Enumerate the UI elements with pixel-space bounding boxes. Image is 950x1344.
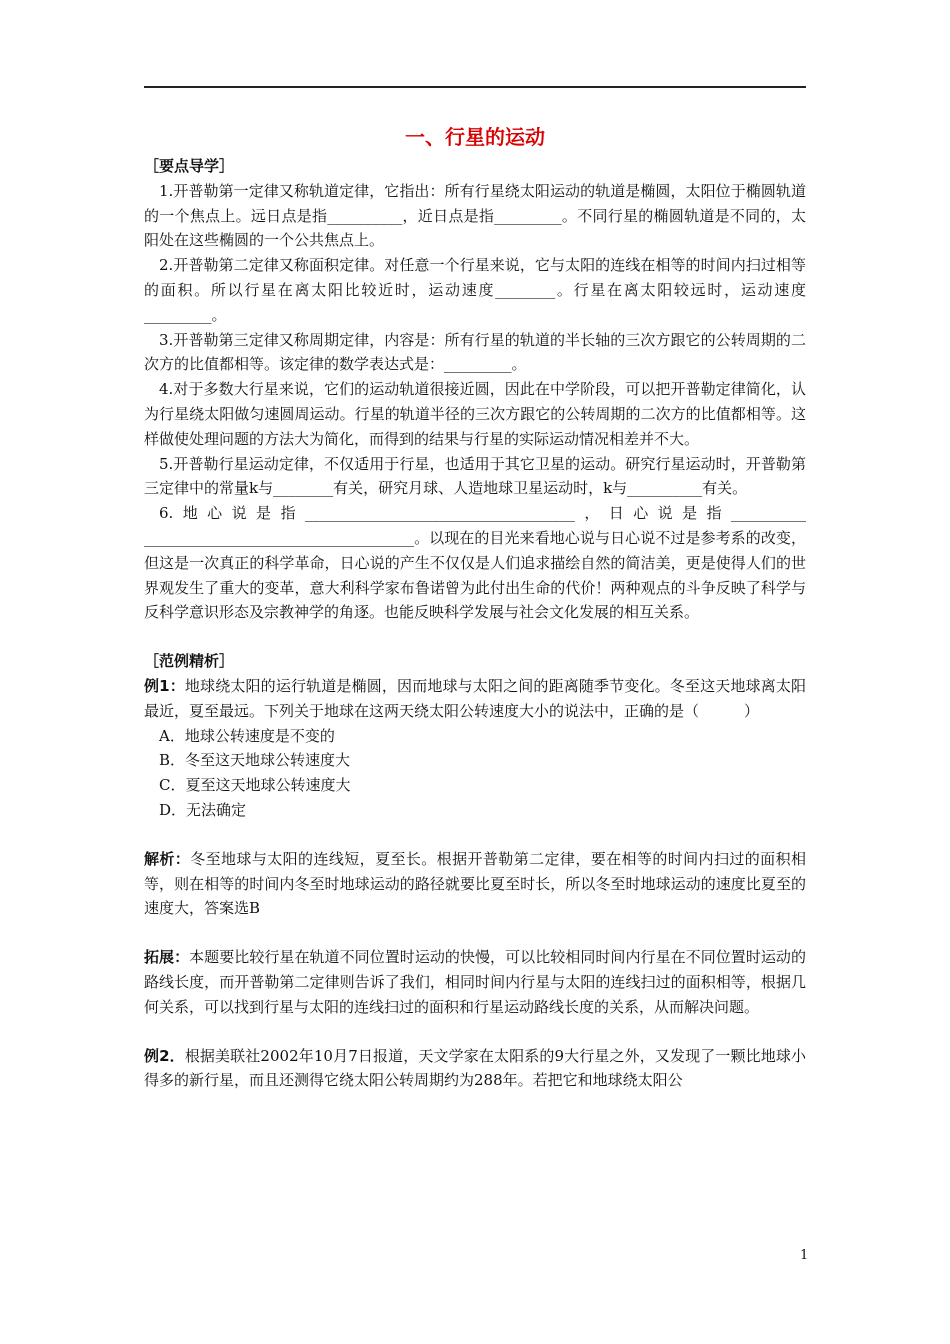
analysis-label: 解析： <box>144 849 191 868</box>
option-d: D．无法确定 <box>159 800 247 819</box>
header-rule <box>144 86 806 88</box>
example-1-label: 例1： <box>144 676 185 695</box>
key-point-6: 6.地心说是指____________________________________，日心说是指__________ ____________________________________。以现在的目光来看地心说与日心说不过是参考系的改变，但这是一次真正的科学革命，日心说的产生不仅仅是人们追求描绘自然的简洁美，更是使得人们的世界观发生了重大的变革，意大利科学家布鲁诺曾为此付出生命的代价！两种观点的斗争反映了科学与反科学意识形态及宗教神学的角逐。也能反映科学发展与社会文化发展的相互关系。 <box>144 504 806 622</box>
example-2 <box>144 1044 806 1094</box>
example-2-text: 根据美联社2002年10月7日报道，天文学家在太阳系的9大行星之外，又发现了一颗比地球小得多的新行星，而且还测得它绕太阳公转周期约为288年。若把它和地球绕太阳公 <box>144 1046 806 1090</box>
option-c: C．夏至这天地球公转速度大 <box>159 776 351 795</box>
key-point-3: 3.开普勒第三定律又称周期定律，内容是：所有行星的轨道的半长轴的三次方跟它的公转周期的二次方的比值都相等。该定律的数学表达式是：_________。 <box>144 330 806 374</box>
extension <box>144 945 806 1019</box>
analysis <box>144 847 806 921</box>
option-b: B．冬至这天地球公转速度大 <box>159 751 351 770</box>
key-point-2: 2.开普勒第二定律又称面积定律。对任意一个行星来说，它与太阳的连线在相等的时间内扫过相等的面积。所以行星在离太阳比较近时，运动速度________。行星在离太阳较远时，运动速度_________。 <box>144 256 806 324</box>
example-2-label: 例2． <box>144 1046 185 1065</box>
example-1 <box>144 674 806 724</box>
example-1-text: 地球绕太阳的运行轨道是椭圆，因而地球与太阳之间的距离随季节变化。冬至这天地球离太阳最近，夏至最远。下列关于地球在这两天绕太阳公转速度大小的说法中，正确的是（ ） <box>144 676 807 720</box>
key-point-1: 1.开普勒第一定律又称轨道定律，它指出：所有行星绕太阳运动的轨道是椭圆，太阳位于椭圆轨道的一个焦点上。远日点是指__________，近日点是指_________。不同行星的椭圆轨道是不同的，太阳处在这些椭圆的一个公共焦点上。 <box>144 181 806 250</box>
option-a: A．地球公转速度是不变的 <box>159 726 335 745</box>
page-number: 1 <box>800 1248 809 1263</box>
key-point-4: 4.对于多数大行星来说，它们的运动轨道很接近圆，因此在中学阶段，可以把开普勒定律简化，认为行星绕太阳做匀速圆周运动。行星的轨道半径的三次方跟它的公转周期的二次方的比值都相等。这样做使处理问题的方法大为简化，而得到的结果与行星的实际运动情况相差并不大。 <box>144 380 806 448</box>
analysis-text: 冬至地球与太阳的连线短，夏至长。根据开普勒第二定律，要在相等的时间内扫过的面积相等，则在相等的时间内冬至时地球运动的路径就要比夏至时长，所以冬至时地球运动的速度比夏至的速度大，答案选B <box>144 849 806 918</box>
extension-text: 本题要比较行星在轨道不同位置时运动的快慢，可以比较相同时间内行星在不同位置时运动的路线长度，而开普勒第二定律则告诉了我们，相同时间内行星与太阳的连线扫过的面积相等，根据几何关系，可以找到行星与太阳的连线扫过的面积和行星运动路线长度的关系，从而解决问题。 <box>144 948 806 1016</box>
document-body <box>144 118 806 1093</box>
section-heading-key-points: ［要点导学］ <box>144 157 235 175</box>
key-point-5: 5.开普勒行星运动定律，不仅适用于行星，也适用于其它卫星的运动。研究行星运动时，开普勒第三定律中的常量k与________有关，研究月球、人造地球卫星运动时，k与__________有关。 <box>144 454 806 498</box>
page-title: 一、行星的运动 <box>405 125 545 149</box>
section-heading-examples: ［范例精析］ <box>144 652 235 671</box>
extension-label: 拓展： <box>144 948 190 967</box>
